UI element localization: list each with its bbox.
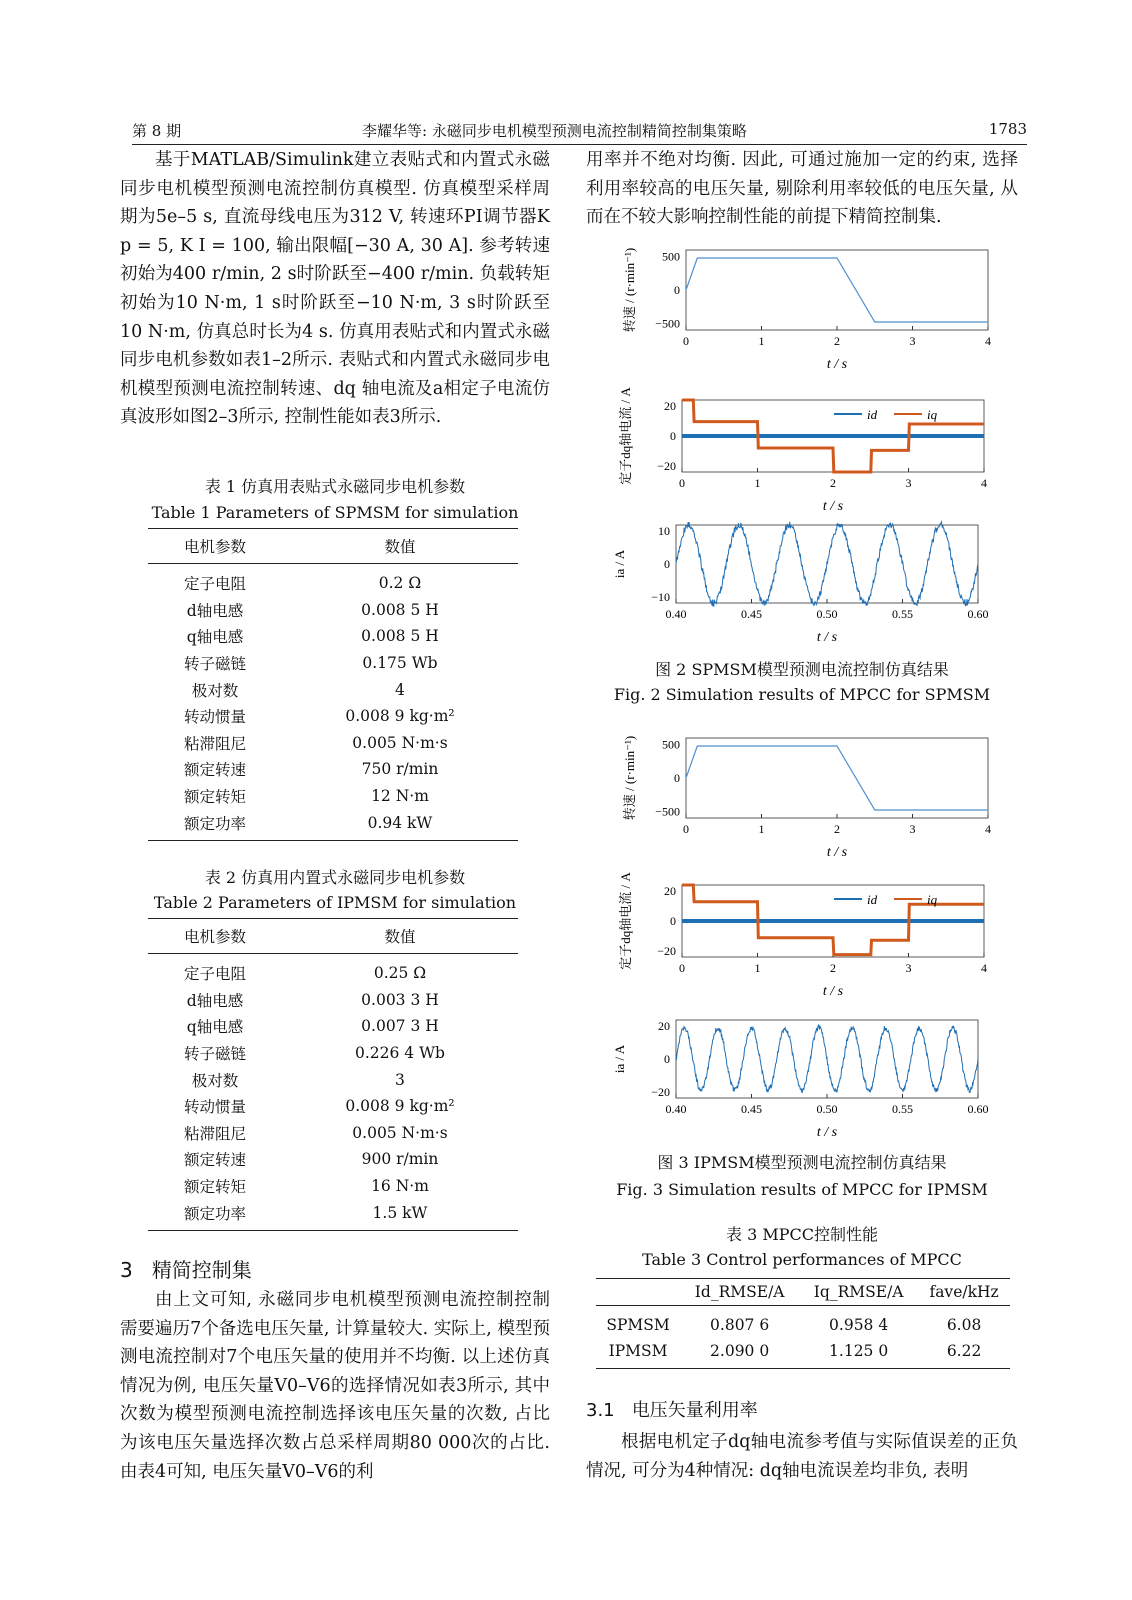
x-tick-label: 0.45 [741,607,762,621]
x-tick-label: 0.40 [665,1102,687,1116]
y-tick-label: −500 [655,804,680,819]
issue-number: 第 8 期 [132,122,182,140]
table-cell: IPMSM [596,1338,680,1369]
table-header: 电机参数 [148,529,282,564]
page-number: 1783 [988,120,1027,138]
table-cell: q轴电感 [186,628,244,647]
plot-frame [686,250,988,330]
table-cell: 6.22 [918,1338,1010,1369]
table-row [148,756,518,783]
left-text-2 [120,1286,550,1486]
table-cell: 定子电阻 [183,965,246,984]
table-row [148,623,518,650]
table-row [148,809,518,840]
legend-iq-label: iq [927,892,938,907]
table-cell: 定子电阻 [183,575,246,594]
y-tick-label: 20 [658,1019,670,1034]
x-axis-label: t / s [826,845,848,860]
section-number: 3 [120,1258,133,1282]
table-cell: 0.005 N·m·s [352,1123,448,1142]
table-cell: 0.008 9 kg·m² [345,1097,455,1116]
paragraph: 由上文可知, 永磁同步电机模型预测电流控制控制需要遍历7个备选电压矢量, 计算量较大. 实际上, 模型预测电流控制对7个电压矢量的使用并不均衡. 以上述仿真情况为例, 电压矢量V0–V6的选择情况如表3所示, 其中次数为模型预测电流控制选择该电压矢量的次数, 占比为该电压矢量选择次数占总采样周期80 000次的占比. 由表4可知, 电压矢量V0–V6的利 [120,1290,550,1482]
x-tick-label: 1 [758,822,765,836]
table-row [148,676,518,703]
y-tick-label: 0 [664,1052,670,1066]
x-tick-label: 0.45 [741,1102,762,1116]
y-tick-label: −500 [655,316,680,331]
x-axis-label: t / s [816,1125,838,1140]
table-row [148,564,518,597]
y-tick-label: 0 [670,429,676,443]
table-row [596,1338,1010,1369]
table-cell: 0.008 5 H [361,627,439,646]
x-tick-label: 2 [830,961,836,975]
table-cell: 粘滞阻尼 [183,1124,246,1143]
series-转速-line [686,746,988,810]
x-tick-label: 0.55 [892,1102,913,1116]
table-cell: 极对数 [191,681,239,700]
table-cell: 0.008 9 kg·m² [345,707,455,726]
series-转速-line [686,258,988,322]
series-ia-line [676,522,978,606]
legend-iq-label: iq [927,407,938,422]
table-cell: 0.003 3 H [361,990,439,1009]
y-tick-label: −20 [657,459,676,474]
y-tick-label: 10 [658,524,670,539]
table1-caption-en: Table 1 Parameters of SPMSM for simulation [151,503,519,522]
fig3-caption-en: Fig. 3 Simulation results of MPCC for IPMSM [616,1180,988,1199]
x-tick-label: 2 [834,822,840,836]
paragraph: 用率并不绝对均衡. 因此, 可通过施加一定的约束, 选择利用率较高的电压矢量, 剔除利用率较低的电压矢量, 从而在不较大影响控制性能的前提下精简控制集. [586,150,1018,228]
x-axis-label: t / s [822,984,844,999]
table-cell: 转动惯量 [183,1098,246,1117]
table-row [148,1040,518,1067]
legend-id-label: id [867,892,878,907]
table1 [148,528,518,841]
x-tick-label: 0.40 [665,607,687,621]
x-tick-label: 0.50 [816,1102,838,1116]
y-tick-label: 20 [664,398,676,413]
section-number: 3.1 [586,1400,615,1421]
left-text-1 [120,146,550,432]
fig2-caption-cn: 图 2 SPMSM模型预测电流控制仿真结果 [655,660,949,679]
x-tick-label: 3 [909,822,916,836]
section-3-heading [120,1254,252,1283]
table-row [148,1120,518,1147]
table-cell: 6.08 [946,1316,982,1334]
x-tick-label: 4 [985,334,991,348]
table-header: fave/kHz [918,1279,1010,1306]
y-axis-label: 定子dq轴电流 / A [618,872,633,970]
table-row [148,1199,518,1230]
x-tick-label: 1 [758,334,765,348]
y-tick-label: 500 [662,249,680,264]
y-tick-label: −10 [651,589,670,604]
y-tick-label: 0 [674,771,680,785]
table-cell: 额定转矩 [183,1178,246,1197]
table-row [148,730,518,757]
table-cell: 1.125 0 [799,1338,918,1369]
x-tick-label: 4 [981,476,987,490]
section-title: 电压矢量利用率 [631,1400,758,1421]
running-header [132,116,1027,145]
x-axis-label: t / s [822,499,844,514]
right-text-2 [586,1428,1018,1485]
x-tick-label: 3 [905,476,912,490]
y-tick-label: 500 [662,737,680,752]
table-header: 电机参数 [148,919,282,954]
table-cell: q轴电感 [186,1018,244,1037]
table-cell: 转动惯量 [183,708,246,727]
paragraph: 根据电机定子dq轴电流参考值与实际值误差的正负情况, 可分为4种情况: dq轴电流误差均非负, 表明 [586,1432,1018,1481]
table-row [148,1013,518,1040]
x-axis-label: t / s [816,630,838,645]
table-cell: 2.090 0 [680,1338,799,1369]
y-axis-label: ia / A [612,1044,627,1074]
table-cell: 900 r/min [361,1150,439,1169]
table-cell: d轴电感 [186,601,244,620]
table-cell: 额定转速 [183,761,246,780]
x-tick-label: 2 [830,476,836,490]
table-row [148,954,518,987]
table-cell: 0.226 4 Wb [355,1044,445,1063]
table-cell: 0.807 6 [710,1316,770,1334]
table-cell: 极对数 [191,1071,239,1090]
x-tick-label: 0 [683,334,689,348]
x-tick-label: 0.50 [816,607,838,621]
table-cell: 4 [395,680,405,699]
table-cell: SPMSM [606,1316,670,1334]
series-ia-line [676,1025,978,1092]
x-tick-label: 0.55 [892,607,913,621]
table-cell: 转子磁链 [183,1045,246,1064]
table-row [148,703,518,730]
table-row [148,1066,518,1093]
table-cell: 1.5 kW [282,1199,518,1230]
figure-panel [586,230,1026,1230]
table-cell: 12 N·m [371,787,429,806]
x-tick-label: 2 [834,334,840,348]
running-title: 李耀华等: 永磁同步电机模型预测电流控制精简控制集策略 [362,122,747,140]
table3-caption-en: Table 3 Control performances of MPCC [642,1250,962,1269]
y-tick-label: −20 [651,1084,670,1099]
table-row [148,597,518,624]
table-cell: 750 r/min [361,760,439,779]
paragraph: 基于MATLAB/Simulink建立表贴式和内置式永磁同步电机模型预测电流控制仿真模型. 仿真模型采样周期为5e–5 s, 直流母线电压为312 V, 转速环PI调节器K p = 5, K I = 100, 输出限幅[−30 A, 30 A]. 参考转速初始为400 r/min, 2 s时阶跃至−400 r/min. 负载转矩初始为10 N·m, 1 s时阶跃至−10 N·m, 3 s时阶跃至10 N·m, 仿真总时长为4 s. 仿真用表贴式和内置式永磁同步电机参数如表1–2所示. 表贴式和内置式永磁同步电机模型预测电流控制转速、dq 轴电流及a相定子电流仿真波形如图2–3所示, 控制性能如表3所示. [120,150,550,428]
table-row [148,1093,518,1120]
y-axis-label: 转速 / (r·min⁻¹) [622,735,637,821]
section-3-1-heading [586,1396,758,1422]
y-tick-label: 0 [670,914,676,928]
table-cell: 3 [395,1070,405,1089]
x-tick-label: 1 [754,476,761,490]
table-row [148,1173,518,1200]
y-tick-label: −20 [657,944,676,959]
x-tick-label: 4 [985,822,991,836]
table-header: 数值 [282,919,518,954]
y-axis-label: 转速 / (r·min⁻¹) [622,247,637,333]
table-header [596,1279,680,1306]
y-axis-label: ia / A [612,549,627,579]
table-header: Id_RMSE/A [680,1279,799,1306]
x-tick-label: 0.60 [967,1102,989,1116]
section-title: 精简控制集 [151,1258,252,1282]
x-tick-label: 0 [679,961,685,975]
y-tick-label: 20 [664,883,676,898]
table-cell: 0.958 4 [829,1316,889,1334]
table-row [148,783,518,810]
table-row [148,650,518,677]
table-cell: d轴电感 [186,991,244,1010]
table-cell: 额定转矩 [183,788,246,807]
table-row [148,987,518,1014]
table-row [148,1146,518,1173]
table-cell: 0.007 3 H [361,1017,439,1036]
y-tick-label: 0 [664,557,670,571]
table-cell: 额定转速 [183,1151,246,1170]
x-tick-label: 3 [909,334,916,348]
y-axis-label: 定子dq轴电流 / A [618,387,633,485]
fig3-caption-cn: 图 3 IPMSM模型预测电流控制仿真结果 [657,1153,947,1172]
table-row [596,1306,1010,1339]
table-cell: 0.25 Ω [373,964,427,983]
table-cell: 0.008 5 H [361,600,439,619]
x-tick-label: 4 [981,961,987,975]
legend-id-label: id [867,407,878,422]
fig2-caption-en: Fig. 2 Simulation results of MPCC for SPMSM [613,685,991,704]
x-tick-label: 1 [754,961,761,975]
x-tick-label: 0 [683,822,689,836]
x-axis-label: t / s [826,357,848,372]
x-tick-label: 0 [679,476,685,490]
table3-caption-cn: 表 3 MPCC控制性能 [726,1225,878,1244]
x-tick-label: 3 [905,961,912,975]
table2 [148,918,518,1231]
y-tick-label: 0 [674,283,680,297]
table2-caption-cn: 表 2 仿真用内置式永磁同步电机参数 [204,868,466,887]
table-header: Iq_RMSE/A [799,1279,918,1306]
table-cell: 0.94 kW [282,809,518,840]
right-text-1 [586,146,1018,232]
table-cell: 粘滞阻尼 [183,734,246,753]
table-cell: 0.2 Ω [378,574,422,593]
table-cell: 额定功率 [148,1199,282,1230]
table2-caption-en: Table 2 Parameters of IPMSM for simulation [153,893,517,912]
plot-frame [686,738,988,818]
table-cell: 16 N·m [371,1177,429,1196]
x-tick-label: 0.60 [967,607,989,621]
table-cell: 额定功率 [148,809,282,840]
table-cell: 0.175 Wb [362,654,438,673]
table-cell: 转子磁链 [183,655,246,674]
table3 [596,1278,1010,1369]
table-header: 数值 [282,529,518,564]
table1-caption-cn: 表 1 仿真用表贴式永磁同步电机参数 [204,477,466,496]
table-cell: 0.005 N·m·s [352,733,448,752]
